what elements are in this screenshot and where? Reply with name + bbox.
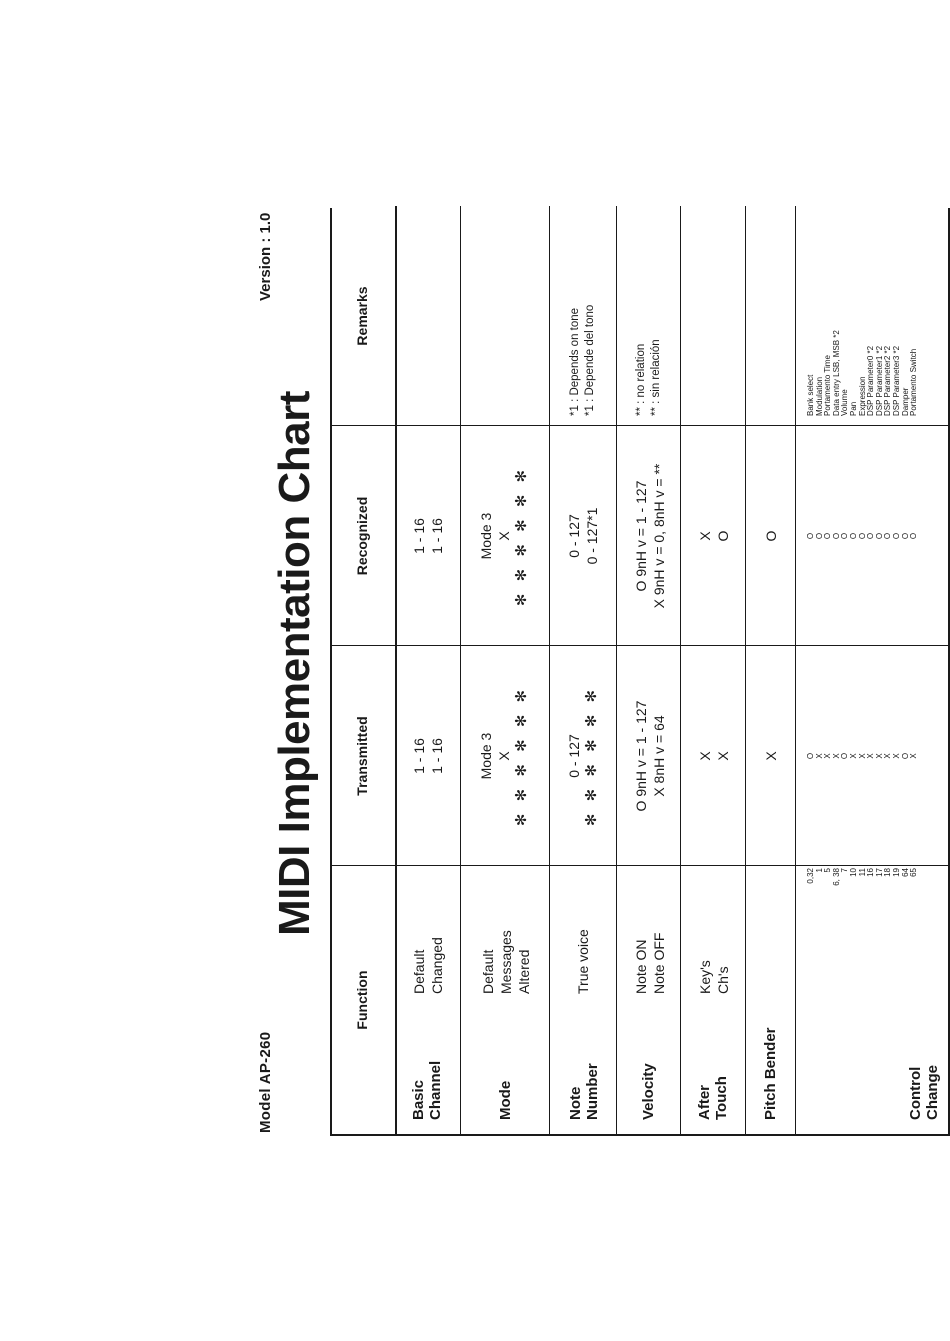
- control-recognized-value: O: [840, 532, 850, 540]
- control-number: 7: [840, 868, 850, 873]
- velocity-label: Velocity: [640, 1063, 657, 1120]
- row-divider: [616, 206, 617, 1134]
- basic-channel-recognized: 1 - 16 1 - 16: [411, 518, 445, 554]
- basic-channel-transmitted: 1 - 16 1 - 16: [411, 738, 445, 774]
- control-remark: DSP Parameter1 *2: [874, 345, 884, 416]
- control-change-transmitted: [807, 646, 919, 866]
- control-remark: Volume: [840, 389, 850, 416]
- control-number: 16: [866, 868, 876, 877]
- control-change-label: Control Change: [907, 1064, 941, 1120]
- mode-sub: Default Messages Altered: [480, 930, 532, 994]
- control-transmitted-value: X: [831, 753, 841, 759]
- control-number: 65: [909, 868, 919, 877]
- row-divider: [745, 206, 746, 1134]
- row-divider: [460, 206, 461, 1134]
- control-transmitted-value: X: [866, 753, 876, 759]
- control-remark: Portamento Time: [823, 355, 833, 416]
- after-touch-sub: Key's Ch's: [697, 960, 731, 994]
- control-change-remarks: [807, 330, 919, 416]
- midi-implementation-table: [330, 208, 950, 1136]
- pitch-bender-recognized: O: [763, 530, 779, 542]
- control-number: 6, 38: [831, 868, 841, 886]
- model-label: Model AP-260: [257, 1031, 274, 1133]
- control-number: 0,32: [806, 868, 815, 884]
- mode-recognized: Mode 3 X ✻ ✻ ✻ ✻ ✻ ✻: [478, 465, 530, 607]
- control-recognized-value: O: [857, 532, 867, 540]
- control-transmitted-value: X: [848, 753, 858, 759]
- control-number: 1: [814, 868, 824, 873]
- page-title: MIDI Implementation Chart: [270, 391, 319, 936]
- control-remark: Portamento Switch: [909, 348, 919, 416]
- control-transmitted-value: O: [840, 752, 850, 760]
- control-transmitted-value: O: [806, 752, 815, 760]
- control-number: 10: [848, 868, 858, 877]
- velocity-transmitted: O 9nH v = 1 - 127 X 8nH v = 64: [633, 700, 667, 812]
- control-transmitted-value: X: [909, 753, 919, 759]
- header-divider: [395, 206, 397, 1134]
- control-number: 64: [900, 868, 910, 877]
- header-recognized: Recognized: [354, 496, 370, 576]
- control-remark: Bank select: [806, 374, 815, 416]
- control-transmitted-value: X: [891, 753, 901, 759]
- control-transmitted-value: X: [883, 753, 893, 759]
- control-recognized-value: O: [806, 532, 815, 540]
- control-number: 17: [874, 868, 884, 877]
- pitch-bender-label: Pitch Bender: [762, 1027, 779, 1120]
- control-change-recognized: [807, 426, 919, 646]
- velocity-recognized: O 9nH v = 1 - 127 X 9nH v = 0, 8nH v = **: [633, 463, 667, 609]
- control-remark: Damper: [900, 387, 910, 416]
- pitch-bender-transmitted: X: [763, 751, 779, 761]
- control-change-numbers: [807, 868, 919, 908]
- control-recognized-value: O: [874, 532, 884, 540]
- control-remark: Data entry LSB, MSB *2: [831, 330, 841, 416]
- note-number-label: Note Number: [567, 1063, 601, 1120]
- header-transmitted: Transmitted: [354, 716, 370, 796]
- row-divider: [795, 206, 796, 1134]
- control-remark: DSP Parameter3 *2: [891, 345, 901, 416]
- control-recognized-value: O: [883, 532, 893, 540]
- control-remark: Expression: [857, 376, 867, 416]
- note-number-recognized: 0 - 127 0 - 127*1: [566, 507, 600, 565]
- row-divider: [549, 206, 550, 1134]
- note-number-sub: True voice: [575, 929, 591, 994]
- header-remarks: Remarks: [354, 286, 370, 346]
- control-recognized-value: O: [909, 532, 919, 540]
- control-recognized-value: O: [831, 532, 841, 540]
- control-recognized-value: O: [814, 532, 824, 540]
- control-number: 19: [891, 868, 901, 877]
- after-touch-label: After Touch: [696, 1076, 730, 1120]
- control-recognized-value: O: [891, 532, 901, 540]
- control-number: 5: [823, 868, 833, 873]
- control-recognized-value: O: [823, 532, 833, 540]
- control-remark: DSP Parameter2 *2: [883, 345, 893, 416]
- control-remark: Modulation: [814, 376, 824, 416]
- after-touch-transmitted: X X: [697, 751, 731, 761]
- basic-channel-sub: Default Changed: [411, 937, 445, 994]
- control-transmitted-value: X: [857, 753, 867, 759]
- mode-label: Mode: [497, 1080, 514, 1120]
- velocity-remarks: ** : no relation ** : sin relación: [635, 339, 662, 416]
- mode-transmitted: Mode 3 X ✻ ✻ ✻ ✻ ✻ ✻: [478, 685, 530, 827]
- basic-channel-label: Basic Channel: [410, 1060, 444, 1120]
- header-function: Function: [354, 970, 370, 1030]
- control-number: 11: [857, 868, 867, 877]
- control-remark: DSP Parameter0 *2: [866, 345, 876, 416]
- control-remark: Pan: [848, 401, 858, 416]
- control-transmitted-value: X: [874, 753, 884, 759]
- control-transmitted-value: X: [814, 753, 824, 759]
- after-touch-recognized: X O: [697, 530, 731, 542]
- control-transmitted-value: X: [823, 753, 833, 759]
- note-number-remarks: *1 : Depends on tone *1 : Depende del tono: [569, 304, 596, 416]
- note-number-transmitted: 0 - 127 ✻ ✻ ✻ ✻ ✻ ✻: [566, 685, 600, 827]
- velocity-sub: Note ON Note OFF: [633, 932, 667, 994]
- control-recognized-value: O: [848, 532, 858, 540]
- control-recognized-value: O: [900, 532, 910, 540]
- row-divider: [680, 206, 681, 1134]
- version-label: Version : 1.0: [257, 212, 274, 301]
- control-transmitted-value: O: [900, 752, 910, 760]
- control-number: 18: [883, 868, 893, 877]
- control-recognized-value: O: [866, 532, 876, 540]
